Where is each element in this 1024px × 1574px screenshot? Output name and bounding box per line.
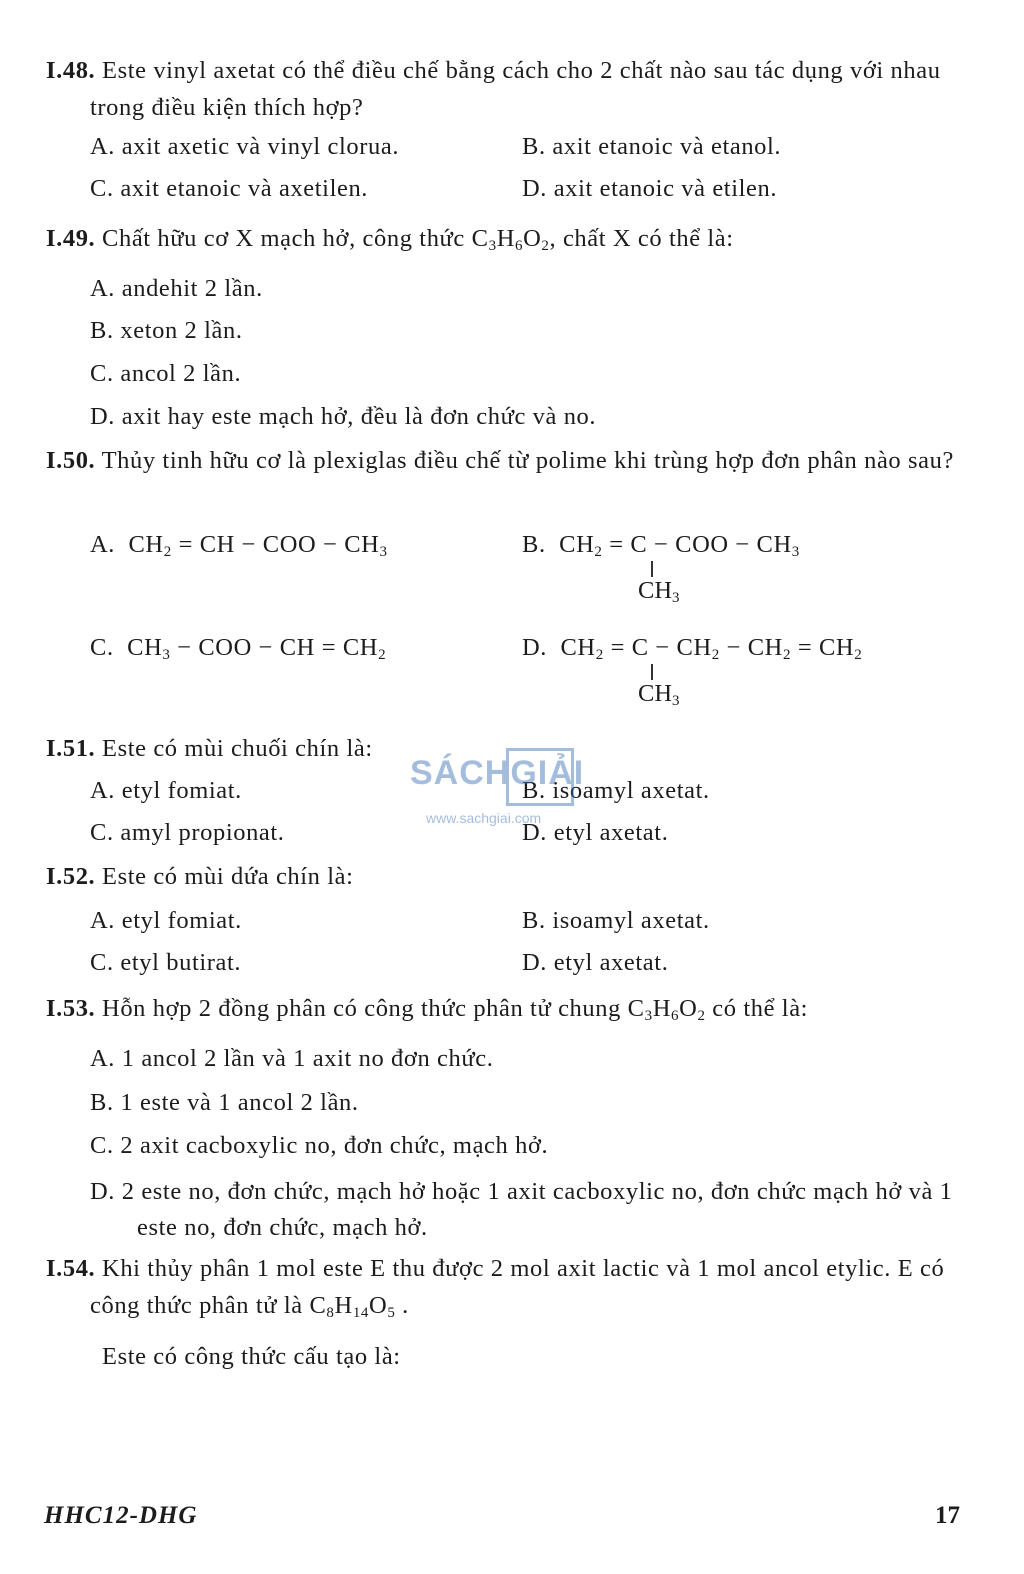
formula-part: H: [334, 1292, 353, 1319]
subscript: 3: [644, 1008, 653, 1024]
question-text: Chất hữu cơ X mạch hở, công thức C: [102, 225, 489, 252]
option-c: [90, 633, 386, 663]
question-50: [46, 442, 966, 479]
option-c: C. amyl propionat.: [90, 819, 285, 846]
watermark-brand: SÁCHGIẢI: [410, 754, 585, 792]
question-text: Este vinyl axetat có thể điều chế bằng cách cho 2 chất nào sau tác dụng với nhau trong điều kiện thích hợp?: [90, 57, 941, 121]
question-text-end: , chất X có thể là:: [549, 225, 734, 252]
subscript: 6: [671, 1008, 680, 1024]
question-text: Thủy tinh hữu cơ là plexiglas điều chế từ polime khi trùng hợp đơn phân nào sau?: [101, 447, 954, 474]
option-a: A. etyl fomiat.: [90, 777, 242, 804]
subscript: 6: [514, 238, 524, 254]
question-text: Este có mùi chuối chín là:: [102, 735, 373, 762]
question-text: Hỗn hợp 2 đồng phân có công thức phân tử chung C: [102, 995, 645, 1022]
question-text: Khi thủy phân 1 mol este E thu được 2 mol axit lactic và 1 mol ancol etylic. E có công thức phân tử là C: [90, 1255, 945, 1319]
subscript: 8: [326, 1305, 335, 1321]
option-c: C. ancol 2 lần.: [90, 360, 242, 387]
option-label: B.: [522, 531, 546, 558]
option-b: B. xeton 2 lần.: [90, 317, 243, 344]
formula: $CH_2 = C - CH_2 - CH_2 = CH_2$: [553, 634, 863, 663]
option-b: [522, 530, 800, 560]
question-number: I.51.: [46, 735, 96, 762]
option-c: C. axit etanoic và axetilen.: [90, 175, 369, 202]
bond-line: [651, 561, 653, 577]
question-text: Este có mùi dứa chín là:: [102, 863, 354, 890]
question-49: [46, 220, 966, 257]
formula: $CH_2$ = CH − COO − $CH_3$: [121, 531, 388, 560]
formula-part: O: [369, 1292, 388, 1319]
subscript: 2: [541, 238, 550, 254]
option-d: D. axit hay este mạch hở, đều là đơn chức và no.: [90, 403, 597, 430]
option-a: A. andehit 2 lần.: [90, 275, 263, 302]
page-number: 17: [935, 1502, 960, 1529]
question-number: I.50.: [46, 447, 96, 474]
subscript: 14: [352, 1305, 370, 1321]
watermark-url: www.sachgiai.com: [426, 810, 542, 826]
subscript: 5: [387, 1305, 396, 1321]
option-d: D. axit etanoic và etilen.: [522, 175, 778, 202]
option-b: B. isoamyl axetat.: [522, 907, 710, 934]
methyl-branch: $CH_3$: [638, 680, 680, 709]
question-53: [46, 990, 966, 1027]
formula-part: O: [679, 995, 698, 1022]
option-label: C.: [90, 634, 114, 661]
question-text-end: có thể là:: [712, 995, 809, 1022]
option-label: A.: [90, 531, 116, 558]
question-54: [46, 1250, 966, 1324]
question-number: I.54.: [46, 1255, 96, 1282]
option-a: A. 1 ancol 2 lần và 1 axit no đơn chức.: [90, 1045, 494, 1072]
question-number: I.48.: [46, 57, 96, 84]
option-d: D. etyl axetat.: [522, 949, 669, 976]
methyl-branch: $CH_3$: [638, 577, 680, 606]
question-52: [46, 858, 966, 895]
option-d: D. etyl axetat.: [522, 819, 669, 846]
option-a: A. axit axetic và vinyl clorua.: [90, 133, 400, 160]
option-a: A. etyl fomiat.: [90, 907, 242, 934]
formula-part: O: [523, 225, 542, 252]
footer-code: HHC12-DHG: [44, 1502, 198, 1529]
bond-line: [651, 664, 653, 680]
subscript: 2: [697, 1008, 706, 1024]
option-b: B. isoamyl axetat.: [522, 777, 710, 804]
option-b: B. 1 este và 1 ancol 2 lần.: [90, 1089, 359, 1116]
watermark: [410, 748, 640, 838]
option-text: D. 2 este no, đơn chức, mạch hở hoặc 1 axit cacboxylic no, đơn chức mạch hở và 1 este no, đơn chức, mạch hở.: [90, 1178, 953, 1241]
question-number: I.52.: [46, 863, 96, 890]
question-48: [46, 52, 966, 126]
formula: $CH_3$ − COO − CH = $CH_2$: [120, 634, 387, 663]
option-c: C. etyl butirat.: [90, 949, 242, 976]
option-a: [90, 530, 388, 560]
question-text-end: .: [402, 1292, 409, 1319]
option-label: D.: [522, 634, 548, 661]
question-number: I.53.: [46, 995, 96, 1022]
question-number: I.49.: [46, 225, 96, 252]
formula: $CH_2 = C$ − COO − $CH_3$: [552, 531, 800, 560]
option-d: [90, 1174, 960, 1246]
option-c: C. 2 axit cacboxylic no, đơn chức, mạch hở.: [90, 1132, 549, 1159]
option-b: B. axit etanoic và etanol.: [522, 133, 782, 160]
formula-part: H: [496, 225, 515, 252]
subscript: 3: [488, 238, 497, 254]
follow-up-text: Este có công thức cấu tạo là:: [102, 1343, 401, 1370]
option-d: [522, 633, 862, 663]
formula-part: H: [652, 995, 672, 1022]
